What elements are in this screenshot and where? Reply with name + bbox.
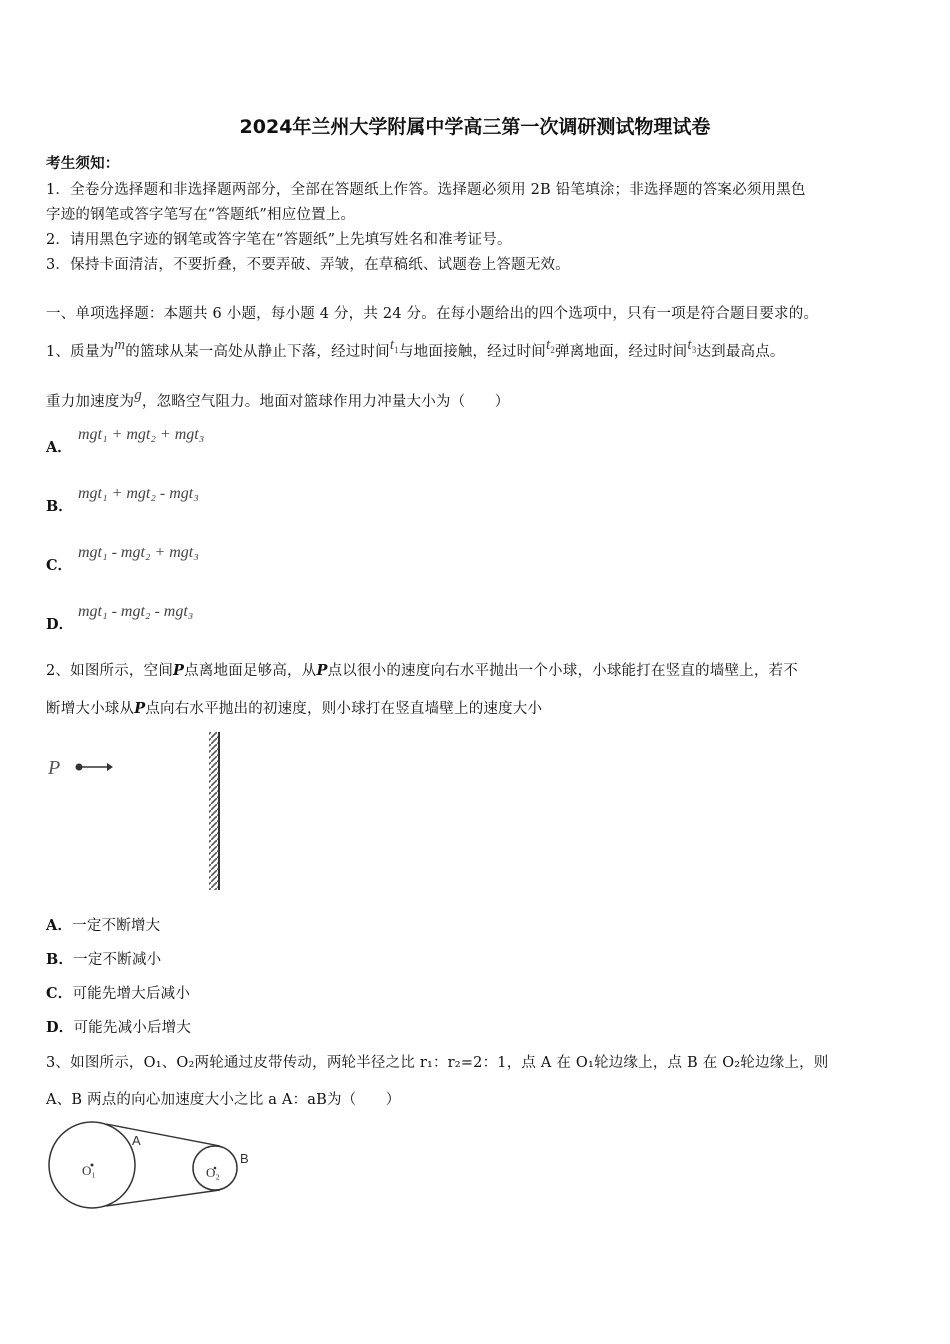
notice-line-1a: 1．全卷分选择题和非选择题两部分，全部在答题纸上作答。选择题必须用 2B 铅笔填涂；非选择题的答案必须用黑色 <box>46 182 806 198</box>
q3-belt-bottom <box>106 1190 220 1206</box>
q1-text: 的篮球从某一高处从静止下落，经过时间 <box>125 344 390 360</box>
q1-var-t3: $t_3$ <box>687 337 697 355</box>
q2-wall <box>205 732 223 890</box>
q1-text: 弹离地面，经过时间 <box>555 344 688 360</box>
q3-label-a: A <box>132 1133 141 1148</box>
q1-var-g: g <box>134 387 142 403</box>
q2-stem-line-2: 断增大小球从P点向右水平抛出的初速度，则小球打在竖直墙壁上的速度大小 <box>46 700 543 717</box>
q3-label-o1: O₁ <box>82 1163 96 1178</box>
q1-stem-line-1 <box>46 337 785 362</box>
q2-stem-line-1: 2、如图所示，空间P点离地面足够高，从P点以很小的速度向右水平抛出一个小球，小球能打在竖直的墙壁上，若不 <box>46 662 798 679</box>
q3-label-o2: O₂ <box>206 1165 220 1180</box>
q1-text: 1、质量为 <box>46 344 115 360</box>
notice-heading: 考生须知： <box>46 155 120 172</box>
q1-text: 重力加速度为 <box>46 394 135 410</box>
q2-option-d: D．可能先减小后增大 <box>46 1019 192 1036</box>
q2-ball-arrow <box>74 760 114 774</box>
q1-text: 与地面接触，经过时间 <box>398 344 546 360</box>
q1-option-a-letter: A． <box>46 439 72 456</box>
q2-option-b: B．一定不断减小 <box>46 951 162 968</box>
q1-text: 达到最高点。 <box>696 344 785 360</box>
q2-option-c: C．可能先增大后减小 <box>46 985 191 1002</box>
page-title: 2024年兰州大学附属中学高三第一次调研测试物理试卷 <box>239 116 711 138</box>
q1-var-m: m <box>114 337 126 353</box>
notice-line-1b: 字迹的钢笔或答字笔写在“答题纸”相应位置上。 <box>46 207 356 223</box>
section-heading: 一、单项选择题：本题共 6 小题，每小题 4 分，共 24 分。在每小题给出的四个选项中，只有一项是符合题目要求的。 <box>46 306 819 322</box>
q1-stem-line-2 <box>46 387 510 411</box>
q1-option-d-formula: mgt₁ - mgt₂ - mgt₃ <box>78 603 194 620</box>
q3-stem-line-1: 3、如图所示，O₁、O₂两轮通过皮带传动，两轮半径之比 r₁：r₂=2：1，点 A 在 O₁轮边缘上，点 B 在 O₂轮边缘上，则 <box>46 1055 829 1071</box>
q1-var-t1: $t_1$ <box>389 337 399 355</box>
q3-stem-line-2: A、B 两点的向心加速度大小之比 a A：aB为（ ） <box>46 1092 401 1108</box>
q1-option-a-formula: mgt₁ + mgt₂ + mgt₃ <box>78 426 205 443</box>
notice-line-3: 3．保持卡面清洁，不要折叠，不要弄破、弄皱，在草稿纸、试题卷上答题无效。 <box>46 257 570 273</box>
q3-label-b: B <box>240 1151 249 1166</box>
q1-option-d-letter: D． <box>46 616 74 633</box>
q1-option-c-formula: mgt₁ - mgt₂ + mgt₃ <box>78 544 199 561</box>
q1-var-t2: $t_2$ <box>545 337 556 355</box>
q2-option-a: A．一定不断增大 <box>46 917 161 934</box>
q2-point-label: P <box>48 757 61 779</box>
q3-belt-figure <box>40 1115 270 1215</box>
q1-option-b-formula: mgt₁ + mgt₂ - mgt₃ <box>78 485 199 502</box>
q1-option-c-letter: C． <box>46 557 73 574</box>
q1-option-b-letter: B． <box>46 498 73 515</box>
notice-line-2: 2．请用黑色字迹的钢笔或答字笔在“答题纸”上先填写姓名和准考证号。 <box>46 232 512 248</box>
q1-text: ，忽略空气阻力。地面对篮球作用力冲量大小为（ ） <box>141 394 510 410</box>
